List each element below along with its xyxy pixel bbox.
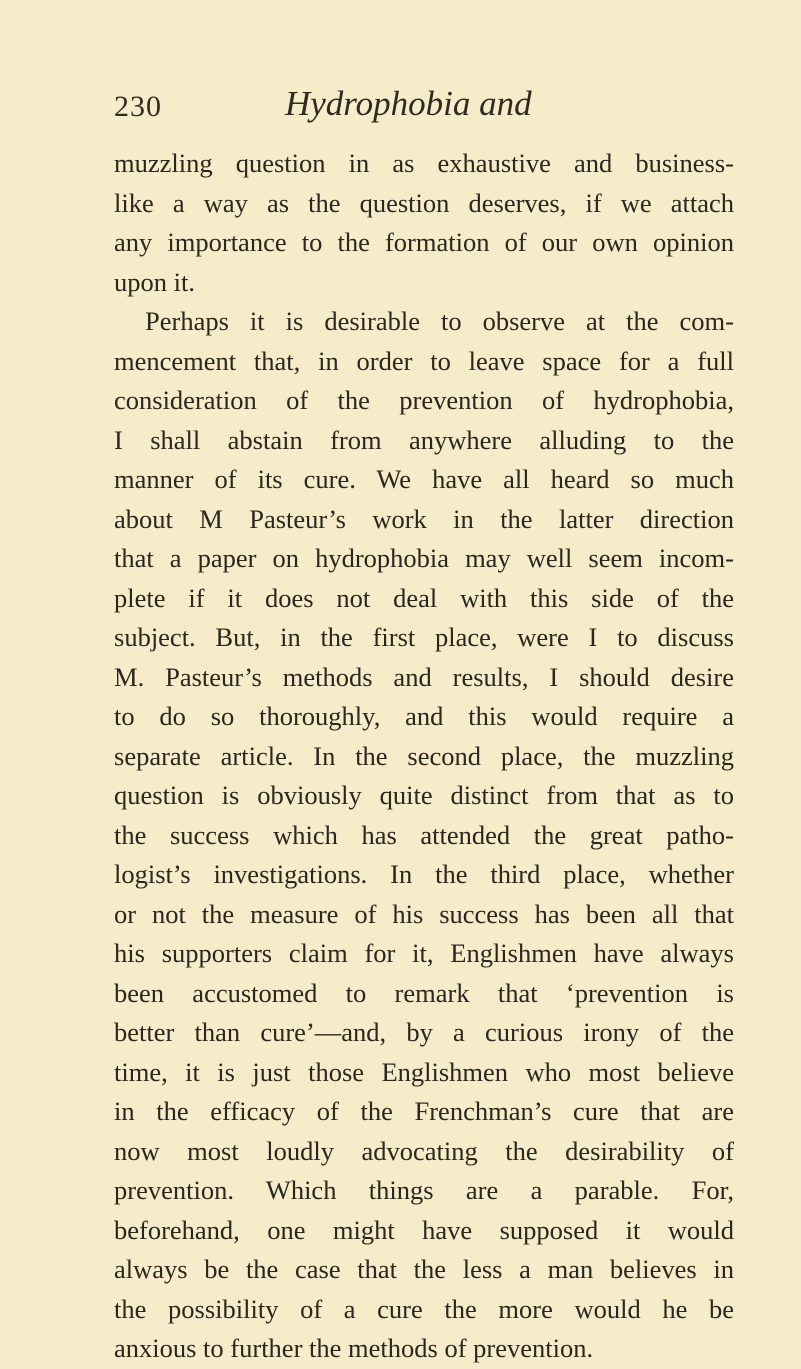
text-line: better than cure’—and, by a curious irony of the: [114, 1017, 734, 1047]
text-line: about M Pasteur’s work in the latter direction: [114, 503, 734, 534]
text-line: Perhaps it is desirable to observe at the com-: [145, 306, 734, 336]
text-line: been accustomed to remark that ‘prevention is: [114, 977, 734, 1008]
text-line: consideration of the prevention of hydrophobia,: [114, 385, 734, 415]
text-line: time, it is just those Englishmen who most believe: [114, 1056, 734, 1087]
text-line: like a way as the question deserves, if we attach: [114, 187, 734, 218]
text-line: M. Pasteur’s methods and results, I should desire: [114, 661, 734, 692]
text-line: anxious to further the methods of prevention.: [114, 1333, 594, 1363]
running-title: Hydrophobia and: [285, 84, 532, 123]
text-line: the possibility of a cure the more would he be: [114, 1293, 734, 1324]
page-header: [114, 84, 734, 134]
text-line: prevention. Which things are a parable. For,: [114, 1175, 734, 1205]
page-number: 230: [114, 90, 162, 123]
text-line: now most loudly advocating the desirability of: [114, 1135, 734, 1166]
text-line: or not the measure of his success has been all that: [114, 898, 734, 929]
text-line: plete if it does not deal with this side of the: [114, 582, 734, 613]
text-line: the success which has attended the great patho-: [114, 819, 734, 850]
text-line: mencement that, in order to leave space for a full: [114, 345, 734, 376]
text-line: manner of its cure. We have all heard so much: [114, 464, 734, 494]
text-line: subject. But, in the first place, were I to discuss: [114, 622, 734, 652]
text-line: his supporters claim for it, Englishmen have always: [114, 938, 734, 968]
text-line: to do so thoroughly, and this would require a: [114, 701, 734, 731]
text-line: any importance to the formation of our own opinion: [114, 227, 734, 257]
text-line: in the efficacy of the Frenchman’s cure that are: [114, 1096, 734, 1126]
text-line: I shall abstain from anywhere alluding to the: [114, 424, 734, 455]
text-line: upon it.: [114, 266, 195, 297]
text-line: that a paper on hydrophobia may well seem incom-: [114, 543, 734, 573]
text-line: separate article. In the second place, the muzzling: [114, 740, 734, 771]
text-line: muzzling question in as exhaustive and business-: [114, 148, 734, 178]
body-text: [114, 144, 734, 1369]
text-line: question is obviously quite distinct from that as to: [114, 780, 734, 810]
text-line: logist’s investigations. In the third place, whether: [114, 859, 734, 889]
text-line: beforehand, one might have supposed it would: [114, 1214, 734, 1245]
text-line: always be the case that the less a man believes in: [114, 1254, 734, 1284]
